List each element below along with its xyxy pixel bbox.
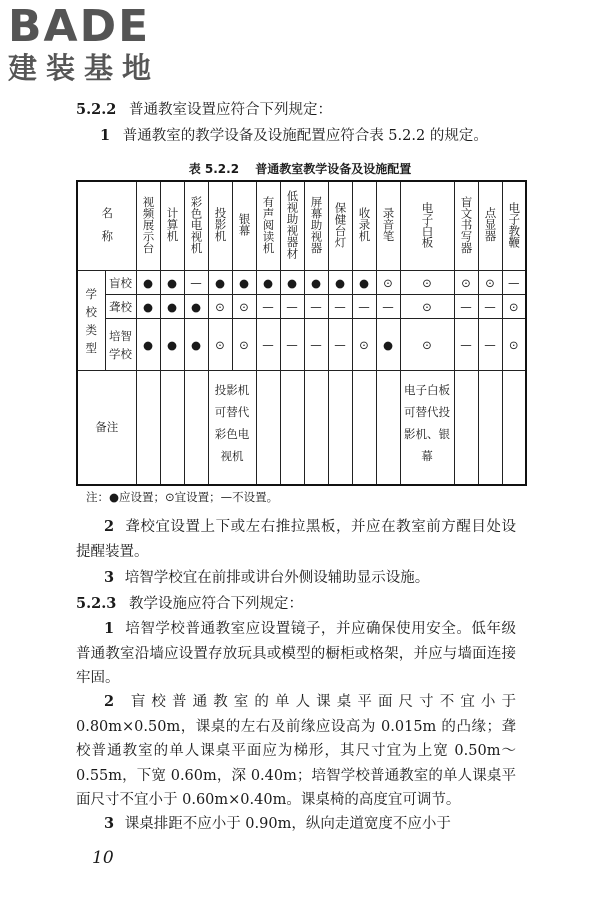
item-3 bbox=[76, 566, 516, 591]
item-text: 聋校宜设置上下或左右推拉黑板，并应在教室前方醒目处设提醒装置。 bbox=[76, 519, 517, 560]
table-row bbox=[77, 295, 526, 319]
remark-row bbox=[77, 371, 526, 485]
table-cell: ● bbox=[208, 271, 232, 295]
logo-text: BADE bbox=[8, 1, 151, 52]
column-header: 有声阅读机 bbox=[256, 181, 280, 271]
column-header: 点显器 bbox=[478, 181, 502, 271]
table-cell: ● bbox=[184, 295, 208, 319]
table-cell: ● bbox=[280, 271, 304, 295]
table-cell: ⊙ bbox=[208, 319, 232, 371]
table-row bbox=[77, 271, 526, 295]
page-number: 10 bbox=[92, 848, 114, 868]
table-cell: ⊙ bbox=[376, 271, 400, 295]
item-number: 1 bbox=[104, 620, 115, 637]
table-legend: 注：●应设置；⊙宜设置；—不设置。 bbox=[86, 490, 279, 504]
bade-logo bbox=[8, 1, 161, 85]
table-cell: — bbox=[184, 271, 208, 295]
table-header-row bbox=[77, 181, 526, 271]
column-header: 保健台灯 bbox=[328, 181, 352, 271]
column-header: 银幕 bbox=[232, 181, 256, 271]
item-number: 1 bbox=[100, 127, 111, 144]
remark-projector: 投影机可替代彩色电视机 bbox=[208, 371, 256, 485]
item-number: 3 bbox=[104, 815, 115, 832]
column-header: 屏幕助视器 bbox=[304, 181, 328, 271]
table-cell: ⊙ bbox=[502, 319, 526, 371]
table-cell: ● bbox=[376, 319, 400, 371]
name-header bbox=[77, 181, 136, 271]
table-cell: ⊙ bbox=[400, 295, 454, 319]
table-cell: — bbox=[304, 319, 328, 371]
table-cell: — bbox=[328, 295, 352, 319]
table-cell: — bbox=[376, 295, 400, 319]
item-text: 普通教室的教学设备及设施配置应符合表 5.2.2 的规定。 bbox=[122, 128, 488, 144]
item-text: 盲校普通教室的单人课桌平面尺寸不宜小于 0.80m×0.50m，课桌的左右及前缘应设高为 0.015m 的凸缘；聋校普通教室的单人课桌平面应为梯形，其尺寸宜为上宽 0.50m～0.55m，下宽 0.60m，深 0.40m；培智学校普通教室的单人课桌平面尺寸不宜小于 0.60m×0.40m。课桌椅的高度宜可调节。 bbox=[76, 694, 517, 808]
item-b3 bbox=[76, 812, 516, 837]
table-cell: — bbox=[280, 319, 304, 371]
table-cell: ⊙ bbox=[400, 271, 454, 295]
table-cell: — bbox=[478, 319, 502, 371]
table-cell: ● bbox=[136, 271, 160, 295]
section-5-2-3 bbox=[76, 592, 516, 617]
table-caption bbox=[0, 160, 600, 177]
table-cell: ⊙ bbox=[400, 319, 454, 371]
table-cell: ● bbox=[328, 271, 352, 295]
table-cell: ⊙ bbox=[232, 295, 256, 319]
school-type-label: 学校类型 bbox=[77, 271, 105, 371]
table-cell: ● bbox=[160, 319, 184, 371]
item-text: 培智学校宜在前排或讲台外侧设辅助显示设施。 bbox=[124, 570, 430, 586]
table-cell: — bbox=[280, 295, 304, 319]
row-label: 聋校 bbox=[105, 295, 136, 319]
column-header: 彩色电视机 bbox=[184, 181, 208, 271]
column-header: 电子教鞭 bbox=[502, 181, 526, 271]
item-1 bbox=[100, 126, 488, 146]
item-b1 bbox=[76, 617, 516, 691]
column-header: 收录机 bbox=[352, 181, 376, 271]
row-label: 盲校 bbox=[105, 271, 136, 295]
section-number: 5.2.3 bbox=[76, 595, 117, 612]
table-cell: ⊙ bbox=[502, 295, 526, 319]
item-number: 3 bbox=[104, 569, 115, 586]
table-cell: — bbox=[328, 319, 352, 371]
table-title: 普通教室教学设备及设施配置 bbox=[255, 162, 412, 176]
section-5-2-2 bbox=[76, 100, 332, 120]
table-cell: — bbox=[454, 319, 478, 371]
column-header: 电子白板 bbox=[400, 181, 454, 271]
item-text: 培智学校普通教室应设置镜子，并应确保使用安全。低年级普通教室沿墙应设置存放玩具或模型的橱柜或格架，并应与墙面连接牢固。 bbox=[76, 621, 517, 686]
item-2 bbox=[76, 515, 516, 564]
table-cell: — bbox=[256, 319, 280, 371]
name-label: 名 称 bbox=[100, 207, 115, 242]
table-number: 表 5.2.2 bbox=[188, 162, 240, 176]
table-cell: ● bbox=[136, 295, 160, 319]
table-cell: — bbox=[502, 271, 526, 295]
item-number: 2 bbox=[104, 693, 115, 710]
table-cell: ⊙ bbox=[478, 271, 502, 295]
table-cell: — bbox=[478, 295, 502, 319]
column-header: 盲文书写器 bbox=[454, 181, 478, 271]
table-cell: ● bbox=[256, 271, 280, 295]
row-label: 培智学校 bbox=[105, 319, 136, 371]
table-cell: ⊙ bbox=[352, 319, 376, 371]
section-text: 教学设施应符合下列规定： bbox=[128, 596, 303, 612]
remark-label: 备注 bbox=[77, 371, 136, 485]
table-cell: ⊙ bbox=[208, 295, 232, 319]
logo-subtitle: 建装基地 bbox=[8, 51, 161, 85]
item-b2 bbox=[76, 690, 516, 813]
equipment-table bbox=[76, 180, 527, 486]
table-row bbox=[77, 319, 526, 371]
column-header: 计算机 bbox=[160, 181, 184, 271]
table-cell: ● bbox=[136, 319, 160, 371]
table-cell: ⊙ bbox=[454, 271, 478, 295]
column-header: 投影机 bbox=[208, 181, 232, 271]
remark-whiteboard: 电子白板可替代投影机、银幕 bbox=[400, 371, 454, 485]
table-cell: — bbox=[454, 295, 478, 319]
table-cell: ● bbox=[304, 271, 328, 295]
table-cell: ● bbox=[184, 319, 208, 371]
item-number: 2 bbox=[104, 518, 115, 535]
table-cell: — bbox=[304, 295, 328, 319]
table-cell: ● bbox=[232, 271, 256, 295]
section-number: 5.2.2 bbox=[76, 101, 117, 118]
column-header: 录音笔 bbox=[376, 181, 400, 271]
table-cell: ● bbox=[160, 295, 184, 319]
section-text: 普通教室设置应符合下列规定： bbox=[128, 102, 332, 118]
table-cell: — bbox=[352, 295, 376, 319]
table-cell: ⊙ bbox=[232, 319, 256, 371]
table-cell: ● bbox=[160, 271, 184, 295]
column-header: 低视助视器材 bbox=[280, 181, 304, 271]
table-cell: ● bbox=[352, 271, 376, 295]
item-text: 课桌排距不应小于 0.90m，纵向走道宽度不应小于 bbox=[124, 816, 451, 832]
table-cell: — bbox=[256, 295, 280, 319]
column-header: 视频展示台 bbox=[136, 181, 160, 271]
